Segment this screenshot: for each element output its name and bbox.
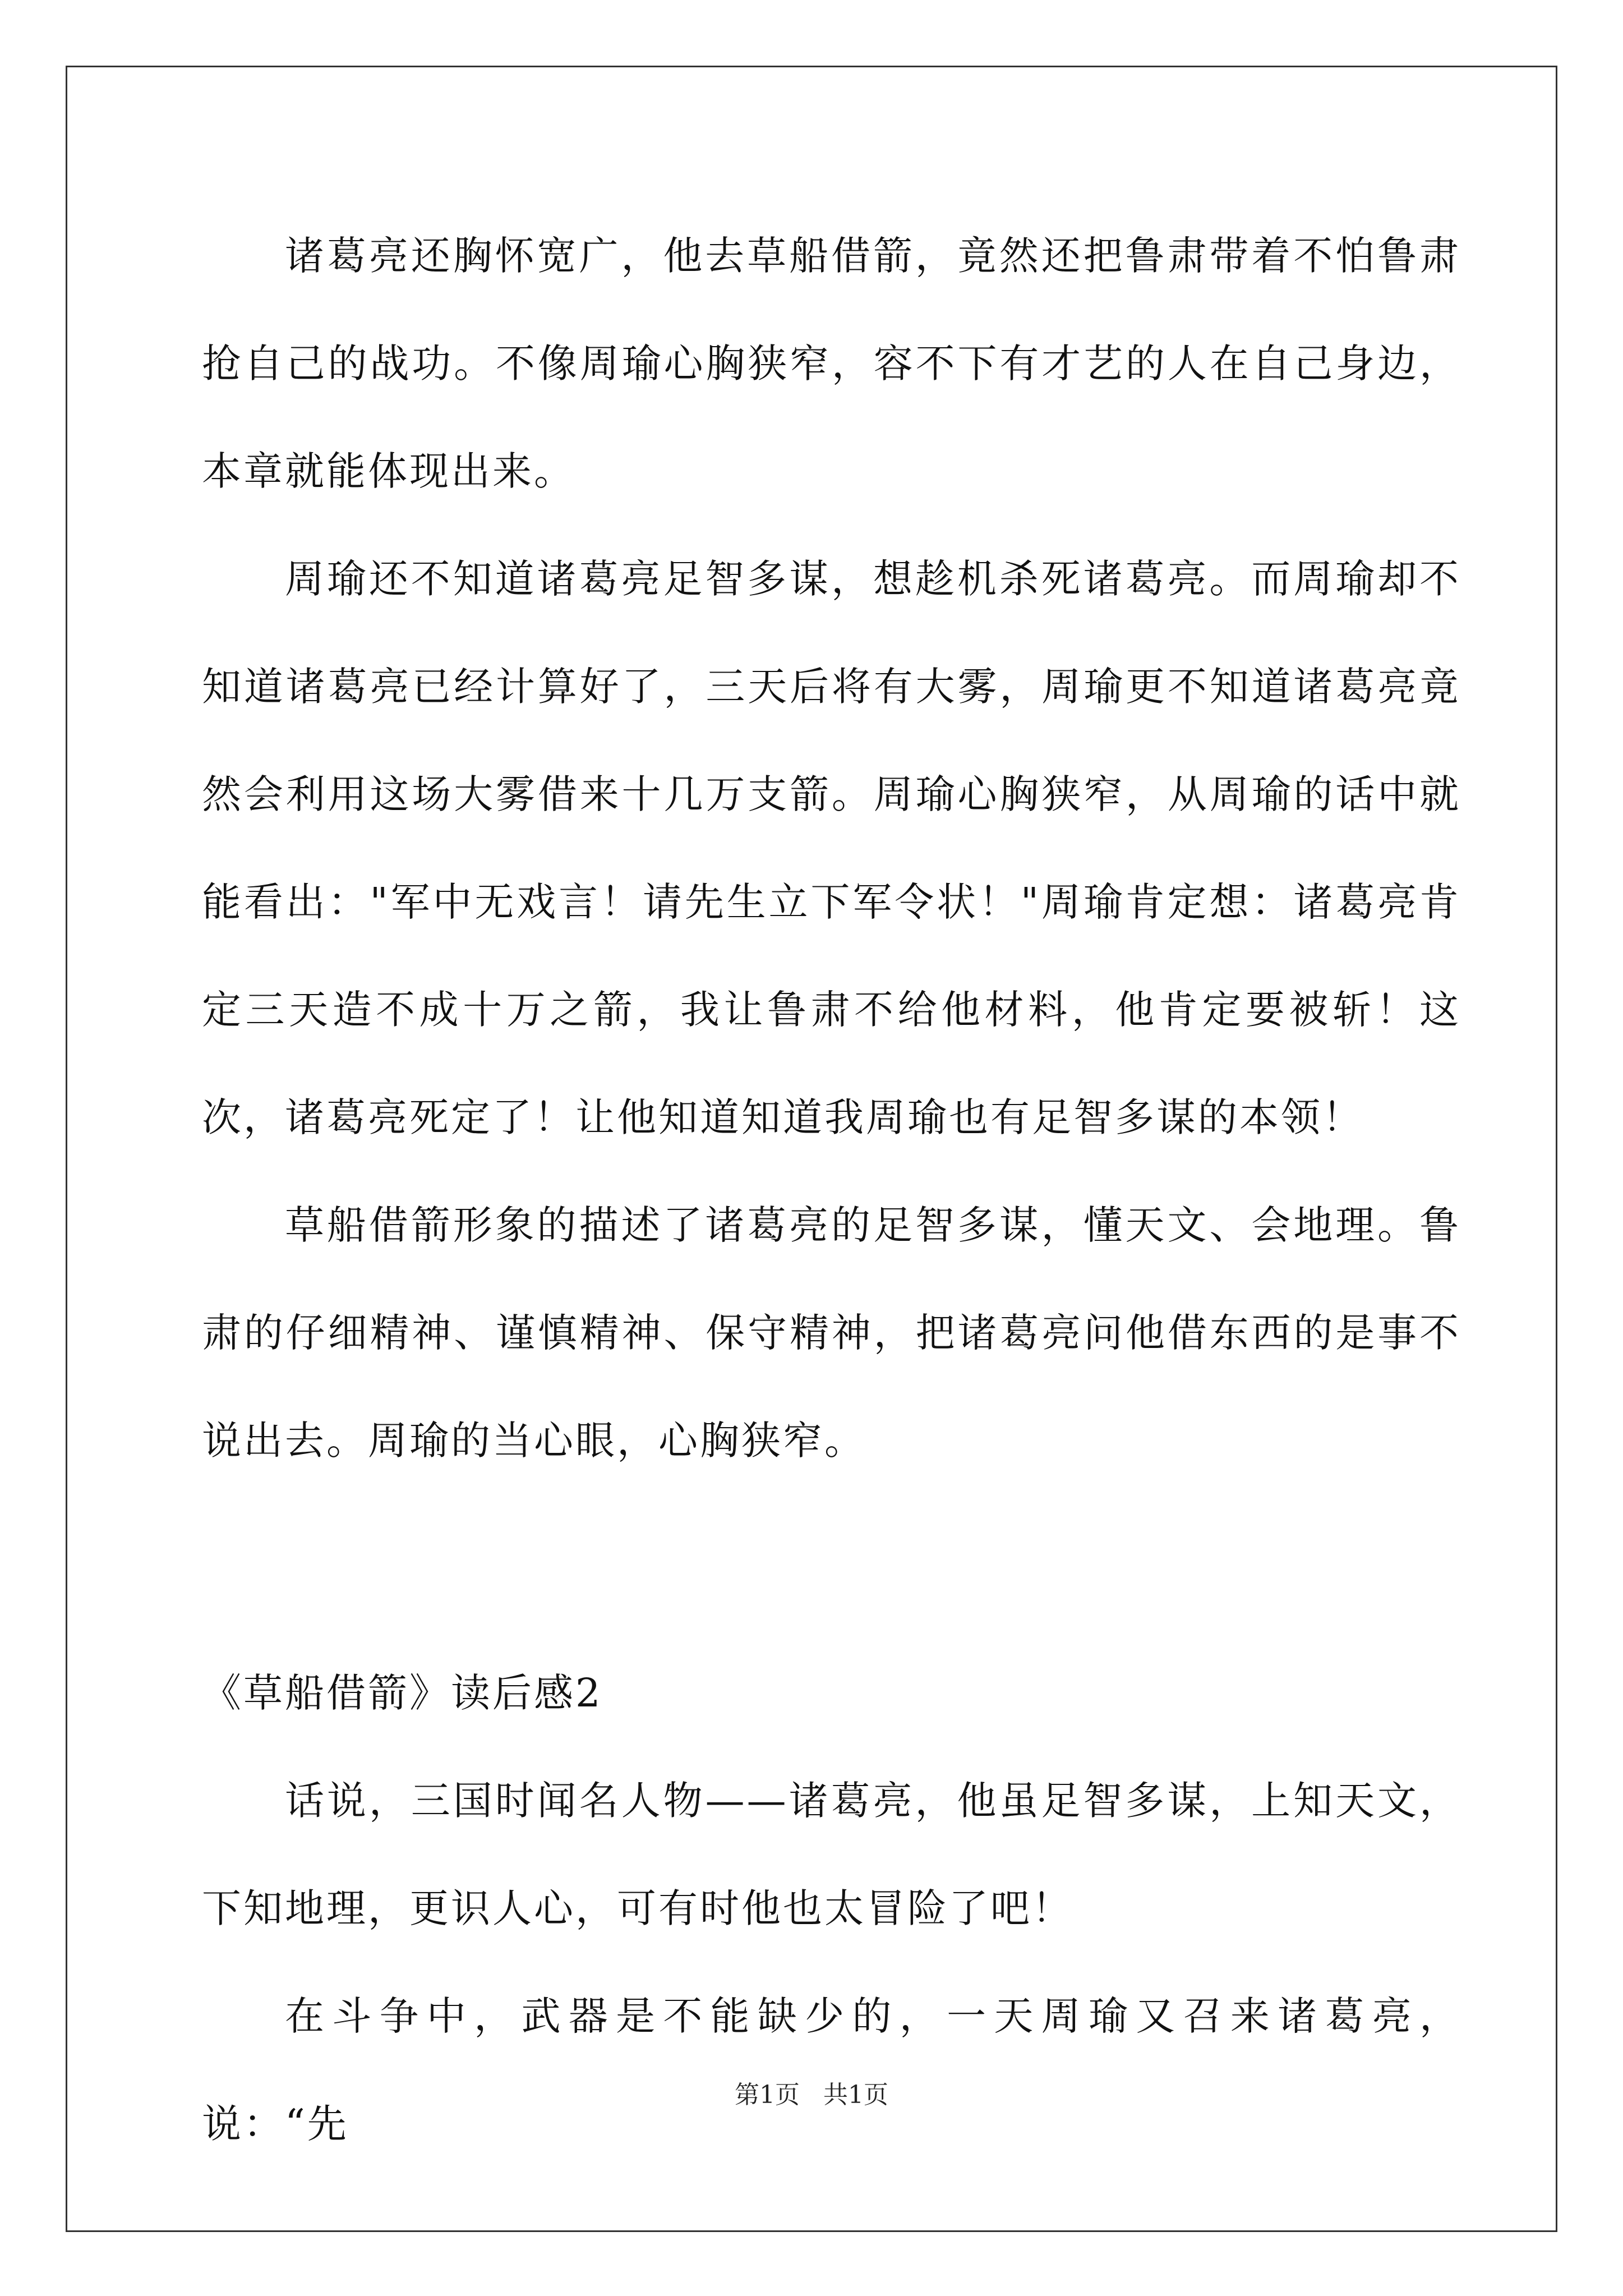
page-total: 共1页 [823,2081,888,2109]
document-body [202,202,1461,2178]
page-number: 第1页 [735,2081,800,2109]
page-footer [0,2078,1623,2112]
section-paragraph-2: 在斗争中，武器是不能缺少的，一天周瑜又召来诸葛亮，说：“先 [202,1993,1461,2147]
footer-spacer [800,2081,823,2109]
paragraph-1: 诸葛亮还胸怀宽广，他去草船借箭，竟然还把鲁肃带着不怕鲁肃抢自己的战功。不像周瑜心胸狭窄，容不下有才艺的人在自己身边，本章就能体现出来。 [202,233,1461,494]
section-title: 《草船借箭》读后感2 [202,1670,603,1716]
paragraph-2: 周瑜还不知道诸葛亮足智多谋，想趁机杀死诸葛亮。而周瑜却不知道诸葛亮已经计算好了，三天后将有大雾，周瑜更不知道诸葛亮竟然会利用这场大雾借来十几万支箭。周瑜心胸狭窄，从周瑜的话中就能看出："军中无戏言！请先生立下军令状！"周瑜肯定想：诸葛亮肯定三天造不成十万之箭，我让鲁肃不给他材料，他肯定要被斩！这次，诸葛亮死定了！让他知道知道我周瑜也有足智多谋的本领！ [202,556,1461,1140]
paragraph-3: 草船借箭形象的描述了诸葛亮的足智多谋，懂天文、会地理。鲁肃的仔细精神、谨慎精神、保守精神，把诸葛亮问他借东西的是事不说出去。周瑜的当心眼，心胸狭窄。 [202,1202,1461,1464]
section-paragraph-1: 话说，三国时闻名人物——诸葛亮，他虽足智多谋，上知天文，下知地理，更识人心，可有时他也太冒险了吧！ [202,1778,1461,1931]
